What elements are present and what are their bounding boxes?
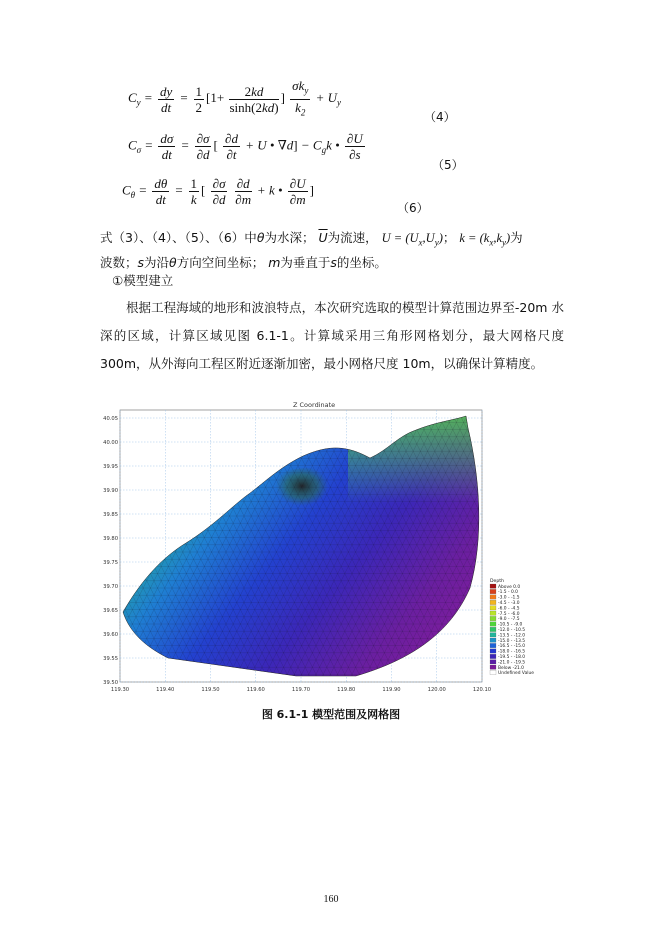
legend-swatch bbox=[490, 665, 496, 669]
legend-swatch bbox=[490, 611, 496, 615]
legend-swatch bbox=[490, 606, 496, 610]
text-span: 为流速， bbox=[327, 230, 378, 245]
legend-swatch bbox=[490, 595, 496, 599]
text-span: 为 bbox=[510, 230, 523, 245]
k-close: ) bbox=[506, 231, 511, 245]
x-tick-label: 119.80 bbox=[337, 687, 356, 693]
m-symbol: m bbox=[268, 254, 281, 270]
legend-label: -1.5 - 0.0 bbox=[498, 590, 518, 596]
x-tick-label: 119.30 bbox=[110, 687, 130, 693]
u-close: ) bbox=[438, 231, 443, 245]
equation-4: $C_y$ = $\frac{dy}{dt}$ = $\frac{1}{2}$ [1+ $\frac{2kd}{\sinh(2kd)}$ ] $\frac{\sigma k_y}{k_2}$ + $U_y$ bbox=[128, 78, 342, 118]
dense-mesh-zone bbox=[248, 468, 368, 558]
y-tick-label: 39.60 bbox=[103, 632, 118, 638]
text-span: 方向空间坐标； bbox=[176, 254, 265, 270]
legend-swatch bbox=[490, 584, 496, 588]
equation-number-4: （4） bbox=[424, 110, 456, 124]
u-sep: ,U bbox=[422, 231, 435, 245]
theta-symbol: θ bbox=[256, 230, 265, 245]
legend-swatch bbox=[490, 622, 496, 626]
legend-swatch bbox=[490, 616, 496, 620]
y-tick-label: 39.50 bbox=[103, 680, 118, 686]
figure-caption: 图 6.1-1 模型范围及网格图 bbox=[261, 708, 401, 721]
u-sub-y: y bbox=[434, 237, 439, 248]
page-number: 160 bbox=[323, 894, 339, 905]
x-tick-label: 120.10 bbox=[472, 687, 492, 693]
text-span: 为沿 bbox=[144, 254, 170, 270]
x-tick-label: 119.60 bbox=[246, 687, 265, 693]
legend-label: -13.5 - -12.0 bbox=[498, 633, 526, 639]
figure-title: Z Coordinate bbox=[293, 401, 336, 409]
legend-swatch bbox=[490, 589, 496, 593]
legend-label: -4.5 - -3.0 bbox=[498, 601, 520, 606]
legend-swatch bbox=[490, 643, 496, 647]
u-definition: U = (U bbox=[381, 231, 419, 245]
text-span: ； bbox=[442, 230, 456, 245]
mesh-plot bbox=[98, 398, 560, 698]
k-sep: ,k bbox=[493, 231, 502, 245]
legend-label: -12.0 - -10.5 bbox=[498, 628, 526, 633]
text-span: 为垂直于 bbox=[280, 254, 331, 270]
k-definition: k = (k bbox=[459, 231, 490, 245]
legend-title: Depth bbox=[490, 579, 504, 584]
equation-6: $C_\theta$ = $\frac{d\theta}{dt}$ = $\frac{1}{k}$ [ $\frac{\partial\sigma}{\partial d}$ $\frac{\partial d}{\partial m}$ + k • $\frac{\partial U}{\partial m}$ ] bbox=[122, 176, 314, 207]
legend-label: Above 0.0 bbox=[498, 584, 521, 590]
x-tick-label: 119.40 bbox=[156, 687, 175, 693]
legend-label: -3.0 - -1.5 bbox=[498, 595, 520, 601]
y-tick-label: 39.55 bbox=[103, 656, 118, 662]
legend-swatch bbox=[490, 670, 496, 674]
s-symbol: s bbox=[137, 254, 145, 270]
legend-label: -16.5 - -15.0 bbox=[498, 644, 526, 650]
y-tick-label: 39.70 bbox=[103, 584, 118, 590]
text-span: 的坐标。 bbox=[336, 254, 387, 270]
legend-swatch bbox=[490, 627, 496, 631]
u-symbol: $\overline{U}$ bbox=[318, 230, 328, 245]
y-tick-label: 40.00 bbox=[103, 440, 118, 446]
y-tick-label: 39.95 bbox=[103, 464, 118, 470]
legend-swatch bbox=[490, 649, 496, 653]
legend-label: -15.0 - -13.5 bbox=[498, 638, 526, 644]
y-tick-label: 40.05 bbox=[103, 416, 118, 422]
y-tick-label: 39.90 bbox=[103, 488, 118, 494]
x-axis-ticks bbox=[111, 687, 491, 693]
legend-label: -10.5 - -9.0 bbox=[498, 622, 523, 628]
s-symbol: s bbox=[330, 254, 337, 270]
model-mesh-figure bbox=[98, 398, 560, 698]
x-tick-label: 119.50 bbox=[201, 687, 220, 693]
legend-label: -9.0 - -7.5 bbox=[498, 617, 520, 623]
u-sub-x: x bbox=[418, 237, 423, 248]
legend-label: Undefined Value bbox=[498, 671, 534, 677]
theta-symbol: θ bbox=[169, 254, 177, 270]
equation-number-6: （6） bbox=[397, 201, 429, 215]
legend-label: -19.5 - -18.0 bbox=[498, 655, 526, 660]
legend-swatch bbox=[490, 600, 496, 604]
x-tick-label: 119.90 bbox=[382, 687, 401, 693]
k-sub-y: y bbox=[502, 237, 506, 248]
x-tick-label: 119.70 bbox=[291, 687, 311, 693]
y-tick-label: 39.65 bbox=[103, 608, 118, 614]
k-sub-x: x bbox=[489, 237, 494, 248]
section-heading: ①模型建立 bbox=[112, 273, 174, 288]
x-tick-label: 120.00 bbox=[427, 687, 446, 693]
legend-swatch bbox=[490, 654, 496, 658]
y-tick-label: 39.75 bbox=[103, 560, 118, 566]
legend-label: -7.5 - -6.0 bbox=[498, 611, 520, 617]
y-tick-label: 39.85 bbox=[103, 512, 118, 518]
legend-label: Below -21.0 bbox=[498, 665, 524, 671]
legend-swatch bbox=[490, 660, 496, 664]
y-tick-label: 39.80 bbox=[103, 536, 118, 542]
legend-label: -18.0 - -16.5 bbox=[498, 649, 526, 655]
text-span: 式（3）、（4）、（5）、（6）中 bbox=[100, 230, 257, 245]
legend-swatch bbox=[490, 638, 496, 642]
text-span: 为水深； bbox=[264, 230, 315, 245]
legend-swatch bbox=[490, 633, 496, 637]
text-span: 波数； bbox=[100, 254, 138, 270]
legend-label: -21.0 - -19.5 bbox=[498, 660, 526, 666]
equation-5: $C_\sigma$ = $\frac{d\sigma}{dt}$ = $\frac{\partial\sigma}{\partial d}$ [ $\frac{\partial d}{\partial t}$ + U • $\nabla d] - C_gk$ • $\frac{\partial U}{\partial s}$ bbox=[128, 131, 363, 162]
variable-definitions bbox=[100, 228, 564, 273]
body-paragraph: 根据工程海域的地形和波浪特点，本次研究选取的模型计算范围边界至-20m 水深的区域，计算区域见图 6.1-1。计算域采用三角形网格划分，最大网格尺度 300m，从外海向工程区附近逐渐加密，最小网格尺度 10m，以确保计算精度。 bbox=[100, 300, 564, 371]
equation-number-5: （5） bbox=[432, 158, 464, 172]
legend-label: -6.0 - -4.5 bbox=[498, 606, 520, 612]
